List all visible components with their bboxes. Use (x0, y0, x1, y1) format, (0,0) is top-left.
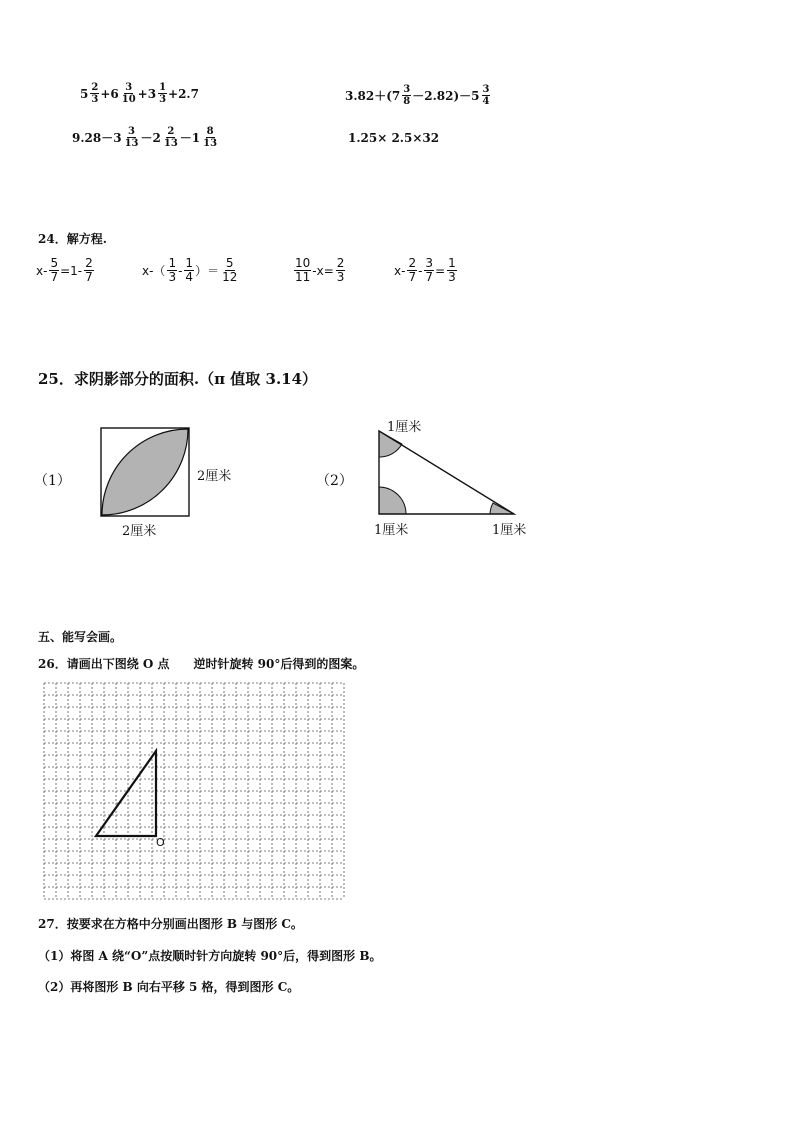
fraction: $\frac{3}{7}$ (425, 256, 434, 284)
operator-text: +3 (137, 86, 157, 101)
equation-3 (293, 257, 346, 284)
operator-text: +6 (100, 86, 119, 101)
operator-text: 3.82＋(7 (345, 89, 401, 103)
fraction: $\frac{2}{13}$ (163, 126, 178, 149)
grid-lines (44, 683, 344, 899)
fraction: $\frac{3}{10}$ (121, 82, 136, 105)
fig1-side-right: 2厘米 (197, 469, 232, 484)
eq-text: - (178, 263, 183, 278)
expression-2 (345, 84, 491, 107)
eq-text: x-（ (142, 264, 166, 278)
fig2-triangle (376, 427, 536, 527)
fraction: $\frac{2}{7}$ (408, 256, 417, 284)
fraction: $\frac{1}{3}$ (168, 256, 177, 284)
fraction: $\frac{2}{3}$ (91, 82, 99, 105)
fig2-label: （2） (316, 473, 353, 489)
q27-step-2: （2）再将图形 B 向右平移 5 格，得到图形 C。 (38, 980, 300, 994)
operator-text: －2.82)－5 (412, 89, 480, 103)
fig1-square-leaf (100, 427, 200, 527)
q27-title: 27．按要求在方格中分别画出图形 B 与图形 C。 (38, 917, 303, 931)
fig1-label: （1） (34, 473, 71, 489)
fraction: $\frac{1}{4}$ (185, 256, 194, 284)
fraction: $\frac{2}{7}$ (85, 256, 93, 284)
q25-title: 25．求阴影部分的面积.（π 值取 3.14） (38, 370, 318, 388)
expression-4 (348, 131, 440, 145)
q27-step-1: （1）将图 A 绕“O”点按顺时针方向旋转 90°后，得到图形 B。 (38, 949, 382, 963)
fig2-top-label: 1厘米 (387, 420, 422, 435)
fraction: $\frac{3}{8}$ (403, 84, 411, 107)
triangle-a (96, 751, 156, 836)
section-5-title: 五、能写会画。 (38, 630, 123, 644)
expression-3 (72, 126, 219, 149)
fraction: $\frac{3}{4}$ (482, 84, 490, 107)
operator-text: 9.28－3 (72, 131, 122, 145)
operator-text: +2.7 (168, 86, 199, 101)
operator-text: －1 (179, 131, 201, 145)
point-o-label: O (156, 836, 165, 849)
expression-text: 1.25× 2.5×32 (348, 131, 440, 145)
fraction: $\frac{1}{3}$ (159, 82, 167, 105)
fraction: $\frac{10}{11}$ (295, 256, 311, 284)
fig2-bottom-left-label: 1厘米 (374, 523, 409, 538)
angle-sector-bottom-left (379, 487, 406, 514)
fraction: $\frac{2}{3}$ (336, 256, 345, 284)
fig1-side-bottom: 2厘米 (122, 524, 157, 539)
eq-text: =1- (60, 263, 83, 278)
fraction: $\frac{3}{13}$ (124, 126, 139, 149)
shaded-leaf (102, 429, 188, 515)
equation-4 (394, 257, 458, 284)
equation-2 (142, 257, 239, 284)
expression-1 (80, 82, 200, 105)
whole-number: 5 (80, 86, 89, 101)
eq-text: x- (36, 263, 48, 278)
operator-text: －2 (140, 131, 161, 145)
fraction: $\frac{5}{12}$ (222, 256, 238, 284)
eq-text: = (435, 263, 446, 278)
eq-text: -x= (312, 263, 334, 278)
equation-1 (36, 257, 95, 284)
fraction: $\frac{5}{7}$ (50, 256, 59, 284)
eq-text: x- (394, 263, 406, 278)
q26-grid (44, 683, 346, 899)
fig2-bottom-right-label: 1厘米 (492, 523, 527, 538)
fraction: $\frac{1}{3}$ (448, 256, 456, 284)
q26-title: 26．请画出下图绕 O 点 逆时针旋转 90°后得到的图案。 (38, 657, 365, 671)
eq-text: ）＝ (195, 264, 220, 278)
eq-text: - (418, 263, 423, 278)
fraction: $\frac{8}{13}$ (203, 126, 218, 149)
q24-title: 24．解方程. (38, 232, 107, 246)
